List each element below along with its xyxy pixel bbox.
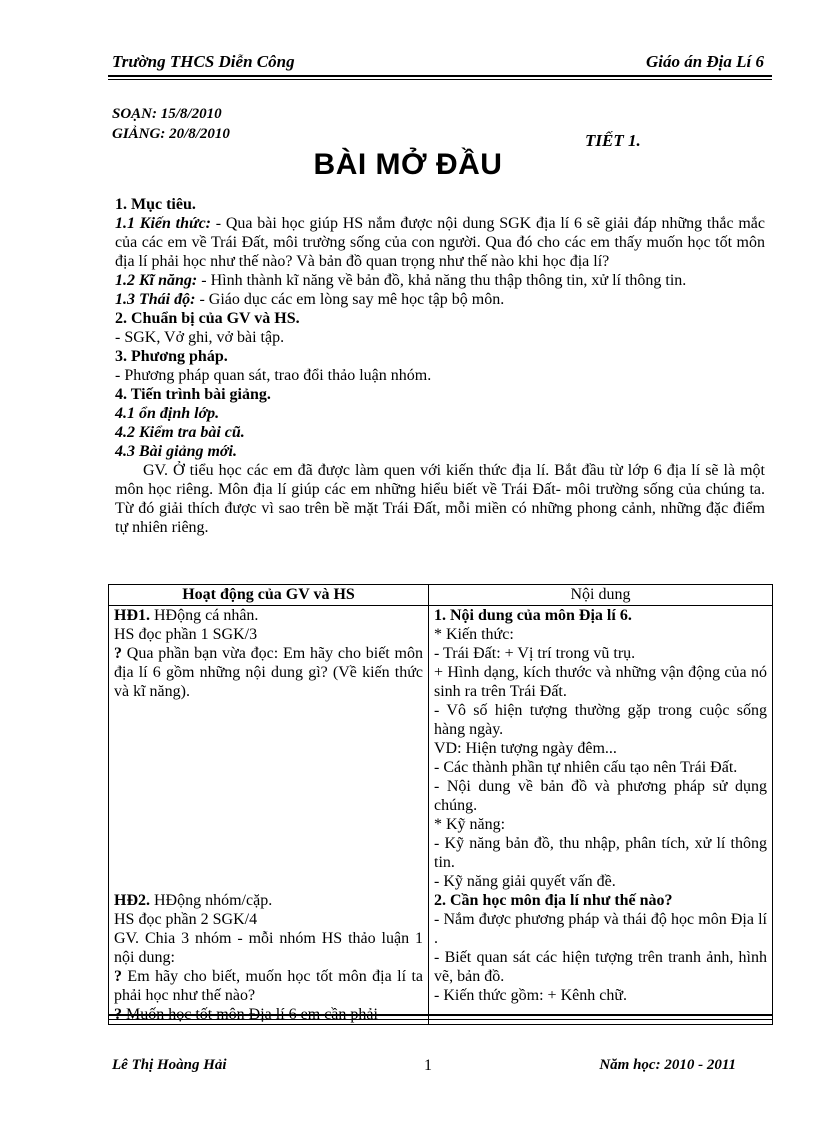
hd2-q1-text: Em hãy cho biết, muốn học tốt môn địa lí ta phải học như thế nào? [114,968,423,1004]
r1-heading: 1. Nội dung của môn Địa lí 6. [434,607,632,624]
footer-year: Năm học: 2010 - 2011 [599,1057,736,1073]
header-school: Trường THCS Diễn Công [112,52,295,71]
r1-l8: * Kỹ năng: [434,816,506,833]
footer-author: Lê Thị Hoàng Hải [112,1057,227,1073]
hd1-l2: HS đọc phần 1 SGK/3 [114,626,258,643]
tiet-label: TIẾT 1. [585,131,641,150]
r2-l2: - Biết quan sát các hiện tượng trên tranh ảnh, hình vẽ, bản đồ. [434,949,767,985]
page-number: 1 [424,1057,432,1074]
r1-l7: - Nội dung về bản đồ và phương pháp sử dụng chúng. [434,778,767,814]
r1-l10: - Kỹ năng giải quyết vấn đề. [434,873,616,890]
hd2-q2-mark: ? [114,1006,122,1023]
r1-l6: - Các thành phần tự nhiên cấu tạo nên Trái Đất. [434,759,738,776]
section-1-3 [115,290,765,309]
footer-rule-thin [108,1019,772,1020]
header-rule-thin [108,79,772,80]
col-header-activity: Hoạt động của GV và HS [109,585,429,606]
col-header-content: Nội dung [429,585,773,606]
section-1-3-label: 1.3 Thái độ: [115,291,196,308]
lesson-body [115,195,765,537]
section-4-1: 4.1 ổn định lớp. [115,405,220,422]
hd1-label: HĐ1. [114,607,150,624]
section-2-heading: 2. Chuẩn bị của GV và HS. [115,310,300,327]
cell-spacer [114,701,423,891]
hd2-label: HĐ2. [114,892,150,909]
lesson-table [108,584,773,1025]
r2-l1: - Nắm được phương pháp và thái độ học môn Địa lí . [434,911,767,947]
section-1-3-text: - Giáo dục các em lòng say mê học tập bộ môn. [195,291,505,308]
hd2-l3: GV. Chia 3 nhóm - mỗi nhóm HS thảo luận 1 nội dung: [114,930,423,966]
section-3-text: - Phương pháp quan sát, trao đổi thảo luận nhóm. [115,367,432,384]
section-4-heading: 4. Tiến trình bài giảng. [115,386,271,403]
activity-cell [109,606,429,1025]
r1-l3: + Hình dạng, kích thước và những vận động của nó sinh ra trên Trái Đất. [434,664,767,700]
section-1-1 [115,214,765,271]
section-4-2: 4.2 Kiểm tra bài cũ. [115,424,245,441]
section-1-2-text: - Hình thành kĩ năng về bản đồ, khả năng thu thập thông tin, xử lí thông tin. [197,272,687,289]
hd1-question [114,644,423,701]
r1-l4: - Vô số hiện tượng thường gặp trong cuộc sống hàng ngày. [434,702,767,738]
footer-rule [108,1014,772,1016]
intro-paragraph: GV. Ở tiểu học các em đã được làm quen với kiến thức địa lí. Bắt đầu từ lớp 6 địa lí sẽ là một môn học riêng. Môn địa lí giúp các em những hiểu biết về Trái Đất- môi trường sống của chúng ta. Từ đó giải thích được vì sao trên bề mặt Trái Đất, mỗi miền có những phong cảnh, những đặc điểm tự nhiên riêng. [115,462,765,536]
r2-heading: 2. Cần học môn địa lí như thế nào? [434,892,673,909]
hd1-question-mark: ? [114,645,122,662]
date-soan: SOẠN: 15/8/2010 [112,106,222,122]
hd2-text: HĐộng nhóm/cặp. [150,892,273,909]
content-cell [429,606,773,1025]
date-giang: GIẢNG: 20/8/2010 [112,126,230,142]
section-1-heading: 1. Mục tiêu. [115,196,196,213]
r1-l5: VD: Hiện tượng ngày đêm... [434,740,617,757]
hd1-question-text: Qua phần bạn vừa đọc: Em hãy cho biết môn địa lí 6 gồm những nội dung gì? (Về kiến thức và kĩ năng). [114,645,423,700]
r1-l1: * Kiến thức: [434,626,514,643]
header-subject: Giáo án Địa Lí 6 [645,52,764,71]
hd2-question-1 [114,967,423,1005]
table-row [109,606,773,1025]
header-rule [108,75,772,77]
hd1-line [114,606,423,625]
section-3-heading: 3. Phương pháp. [115,348,228,365]
section-1-2 [115,271,765,290]
r1-l2: - Trái Đất: + Vị trí trong vũ trụ. [434,645,636,662]
hd2-q1-mark: ? [114,968,122,985]
r1-l9: - Kỹ năng bản đồ, thu nhập, phân tích, xử lí thông tin. [434,835,767,871]
section-2-text: - SGK, Vở ghi, vở bài tập. [115,329,285,346]
table-header-row [109,585,773,606]
hd2-line [114,891,423,910]
hd1-text: HĐộng cá nhân. [150,607,259,624]
hd2-q2-text: Muốn học tốt môn Địa lí 6 em cần phải [122,1006,378,1023]
r2-l3: - Kiến thức gồm: + Kênh chữ. [434,987,627,1004]
section-4-3: 4.3 Bài giảng mới. [115,443,237,460]
section-1-2-label: 1.2 Kĩ năng: [115,272,198,289]
section-1-1-text: - Qua bài học giúp HS nắm được nội dung SGK địa lí 6 sẽ giải đáp những thắc mắc của các em về Trái Đất, môi trường sống của con người. Qua đó cho các em thấy muốn học tốt môn địa lí phải học như thế nào? Và bản đồ quan trọng như thế nào khi học địa lí? [115,215,765,270]
page-title: BÀI MỞ ĐẦU [313,148,503,181]
section-1-1-label: 1.1 Kiến thức: [115,215,212,232]
hd2-l2: HS đọc phần 2 SGK/4 [114,911,258,928]
